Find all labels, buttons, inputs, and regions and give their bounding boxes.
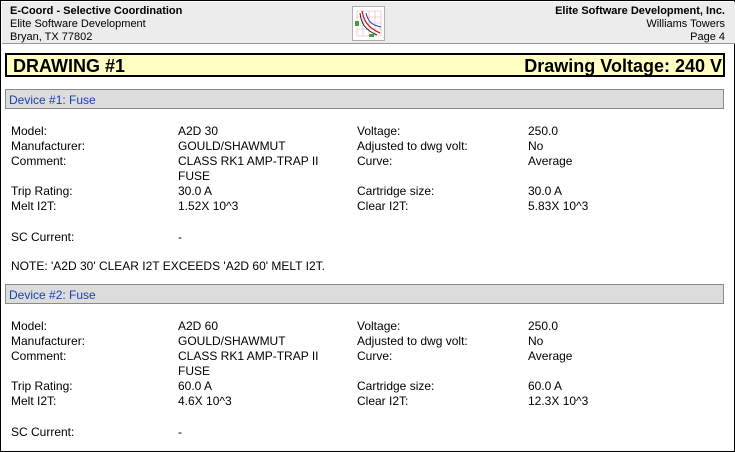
clear-i2t-value: 5.83X 10^3 (528, 199, 589, 213)
device-heading: Device #2: Fuse (9, 288, 96, 302)
trip-rating-label: Trip Rating: (11, 379, 73, 393)
manufacturer-label: Manufacturer: (11, 139, 86, 153)
cartridge-value: 60.0 A (528, 379, 563, 393)
model-value: A2D 30 (178, 124, 219, 138)
company-city: Bryan, TX 77802 (10, 31, 93, 43)
adjusted-label: Adjusted to dwg volt: (357, 139, 468, 153)
melt-i2t-label: Melt I2T: (11, 394, 57, 408)
curve-value: Average (528, 154, 573, 168)
clear-i2t-label: Clear I2T: (357, 394, 409, 408)
comment-value-line2: FUSE (178, 364, 211, 378)
melt-i2t-label: Melt I2T: (11, 199, 57, 213)
drawing-title-bar (5, 53, 725, 77)
voltage-label: Voltage: (357, 319, 401, 333)
drawing-title: DRAWING #1 (13, 56, 126, 76)
manufacturer-value: GOULD/SHAWMUT (178, 334, 286, 348)
sc-current-value: - (178, 230, 182, 244)
voltage-label: Voltage: (357, 124, 401, 138)
comment-label: Comment: (11, 349, 67, 363)
device-heading: Device #1: Fuse (9, 93, 96, 107)
page-number: Page 4 (690, 31, 725, 43)
sc-current-label: SC Current: (11, 425, 75, 439)
trip-rating-label: Trip Rating: (11, 184, 73, 198)
model-label: Model: (11, 319, 48, 333)
company-name: Elite Software Development (10, 18, 146, 30)
curve-value: Average (528, 349, 573, 363)
clear-i2t-value: 12.3X 10^3 (528, 394, 589, 408)
cartridge-label: Cartridge size: (357, 379, 435, 393)
clear-i2t-label: Clear I2T: (357, 199, 409, 213)
voltage-value: 250.0 (528, 319, 559, 333)
manufacturer-label: Manufacturer: (11, 334, 86, 348)
model-value: A2D 60 (178, 319, 219, 333)
app-title: E-Coord - Selective Coordination (10, 5, 183, 17)
cartridge-label: Cartridge size: (357, 184, 435, 198)
voltage-value: 250.0 (528, 124, 559, 138)
device-heading-bar (5, 89, 724, 109)
coordination-curve-logo-icon (352, 6, 385, 41)
coordination-note: NOTE: 'A2D 30' CLEAR I2T EXCEEDS 'A2D 60' MELT I2T. (11, 259, 325, 273)
sc-current-label: SC Current: (11, 230, 75, 244)
project-name: Williams Towers (646, 18, 725, 30)
adjusted-label: Adjusted to dwg volt: (357, 334, 468, 348)
comment-label: Comment: (11, 154, 67, 168)
sc-current-value: - (178, 425, 182, 439)
comment-value-line1: CLASS RK1 AMP-TRAP II (178, 154, 319, 168)
header-right-title: Elite Software Development, Inc. (555, 5, 725, 17)
device-heading-bar (5, 284, 724, 304)
melt-i2t-value: 4.6X 10^3 (178, 394, 232, 408)
trip-rating-value: 60.0 A (178, 379, 213, 393)
comment-value-line1: CLASS RK1 AMP-TRAP II (178, 349, 319, 363)
comment-value-line2: FUSE (178, 169, 211, 183)
model-label: Model: (11, 124, 48, 138)
adjusted-value: No (528, 334, 544, 348)
curve-label: Curve: (357, 349, 393, 363)
report-header (2, 2, 735, 44)
adjusted-value: No (528, 139, 544, 153)
trip-rating-value: 30.0 A (178, 184, 213, 198)
melt-i2t-value: 1.52X 10^3 (178, 199, 239, 213)
drawing-voltage: Drawing Voltage: 240 V (524, 56, 722, 76)
curve-label: Curve: (357, 154, 393, 168)
manufacturer-value: GOULD/SHAWMUT (178, 139, 286, 153)
cartridge-value: 30.0 A (528, 184, 563, 198)
